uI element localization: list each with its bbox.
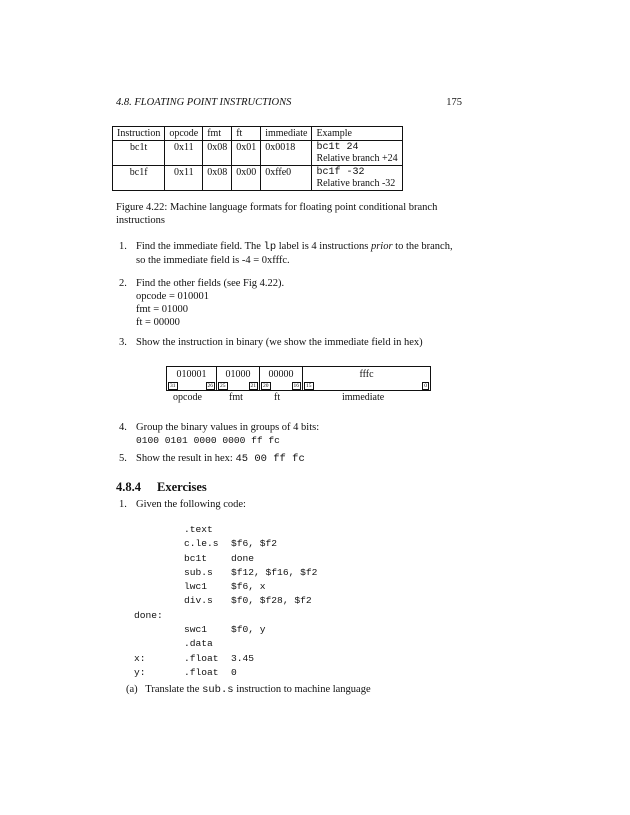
code-op: .text bbox=[184, 524, 213, 535]
code-op: .float bbox=[184, 652, 219, 664]
code-args: $f0, $f28, $f2 bbox=[231, 595, 312, 607]
text-line: ft = 00000 bbox=[136, 317, 180, 328]
branch-format-table bbox=[112, 126, 403, 191]
field-opcode bbox=[167, 367, 217, 390]
cell-example bbox=[312, 166, 402, 191]
bit-number: 21 bbox=[250, 383, 256, 389]
table-header-row bbox=[113, 127, 403, 141]
text-span: Show the result in hex: bbox=[136, 453, 236, 464]
field-fmt bbox=[217, 367, 260, 390]
step-4 bbox=[116, 421, 464, 447]
cell-immediate: 0xffe0 bbox=[261, 166, 312, 191]
field-value: 010001 bbox=[176, 369, 207, 380]
section-number: 4.8.4 bbox=[116, 480, 141, 494]
step-text bbox=[136, 277, 464, 329]
table-row bbox=[113, 141, 403, 166]
section-heading bbox=[116, 480, 207, 495]
col-instruction: Instruction bbox=[113, 127, 165, 141]
field-boxes bbox=[166, 366, 431, 391]
code-label: done: bbox=[134, 609, 163, 621]
example-code: bc1f -32 bbox=[316, 167, 365, 178]
code-op: lwc1 bbox=[184, 581, 208, 593]
item-number: (a) bbox=[126, 684, 138, 695]
exercise-1a bbox=[126, 684, 371, 696]
step-number: 4. bbox=[119, 422, 127, 433]
step-number: 5. bbox=[119, 453, 127, 464]
field-value: 00000 bbox=[268, 369, 294, 380]
col-example: Example bbox=[312, 127, 402, 141]
code-op: c.le.s bbox=[184, 538, 219, 550]
step-text: Show the instruction in binary (we show the immediate field in hex) bbox=[136, 337, 423, 348]
field-value: 01000 bbox=[225, 369, 251, 380]
col-fmt: fmt bbox=[203, 127, 232, 141]
step-3 bbox=[116, 336, 464, 349]
bit-number: 26 bbox=[207, 383, 213, 389]
field-name: opcode bbox=[173, 392, 202, 403]
code-op: swc1 bbox=[184, 624, 208, 636]
emphasis: prior bbox=[370, 241, 393, 252]
inline-code: 0100 0101 0000 0000 ff fc bbox=[136, 435, 280, 446]
bit-number: 15 bbox=[306, 383, 312, 389]
text-line: opcode = 010001 bbox=[136, 291, 209, 302]
field-name: fmt bbox=[229, 392, 243, 403]
bit-number: 25 bbox=[220, 383, 226, 389]
bit-number: 0 bbox=[424, 383, 427, 389]
code-args: $f12, $f16, $f2 bbox=[231, 566, 318, 578]
text-span: Translate the bbox=[145, 684, 203, 695]
code-args: done bbox=[231, 552, 255, 564]
text-line: Group the binary values in groups of 4 bits: bbox=[136, 422, 320, 433]
field-ft bbox=[260, 367, 303, 390]
col-immediate: immediate bbox=[261, 127, 312, 141]
instruction-format-diagram bbox=[166, 366, 432, 406]
bit-number: 20 bbox=[263, 383, 269, 389]
cell-instruction: bc1t bbox=[113, 141, 165, 166]
text-span: to the branch, so the immediate field is -4 = 0xfffc. bbox=[136, 241, 453, 266]
page-number: 175 bbox=[446, 97, 462, 108]
field-name: ft bbox=[274, 392, 281, 403]
cell-fmt: 0x08 bbox=[203, 166, 232, 191]
field-name: immediate bbox=[342, 392, 385, 403]
code-op: sub.s bbox=[184, 566, 213, 578]
running-header bbox=[116, 97, 462, 108]
code-label: x: bbox=[134, 652, 146, 664]
col-ft: ft bbox=[232, 127, 261, 141]
example-note: Relative branch -32 bbox=[316, 178, 396, 189]
cell-ft: 0x01 bbox=[232, 141, 261, 166]
code-op: .float bbox=[184, 666, 219, 678]
step-1 bbox=[116, 240, 464, 267]
step-number: 1. bbox=[119, 241, 127, 252]
inline-code: lp bbox=[263, 241, 277, 253]
example-code: bc1t 24 bbox=[316, 142, 359, 153]
section-title: Exercises bbox=[157, 480, 207, 494]
step-5 bbox=[116, 452, 464, 466]
text-span: label is 4 instructions bbox=[276, 241, 371, 252]
code-op: .data bbox=[184, 638, 213, 650]
code-op: bc1t bbox=[184, 552, 208, 564]
cell-ft: 0x00 bbox=[232, 166, 261, 191]
code-args: $f6, x bbox=[231, 581, 266, 593]
cell-opcode: 0x11 bbox=[165, 141, 203, 166]
cell-example bbox=[312, 141, 402, 166]
bit-number: 31 bbox=[170, 383, 176, 389]
code-op: div.s bbox=[184, 595, 213, 607]
bit-number: 16 bbox=[293, 383, 299, 389]
code-args: 0 bbox=[231, 666, 237, 678]
cell-opcode: 0x11 bbox=[165, 166, 203, 191]
text-span: instruction to machine language bbox=[233, 684, 371, 695]
step-2 bbox=[116, 277, 464, 329]
field-value: fffc bbox=[359, 369, 374, 380]
example-note: Relative branch +24 bbox=[316, 153, 398, 164]
cell-fmt: 0x08 bbox=[203, 141, 232, 166]
cell-instruction: bc1f bbox=[113, 166, 165, 191]
field-immediate bbox=[303, 367, 430, 390]
code-label: y: bbox=[134, 666, 146, 678]
text-line: Find the other fields (see Fig 4.22). bbox=[136, 278, 285, 289]
inline-code: 45 00 ff fc bbox=[235, 453, 305, 465]
code-args: $f0, y bbox=[231, 624, 266, 636]
header-section: 4.8. FLOATING POINT INSTRUCTIONS bbox=[116, 97, 292, 108]
item-text: Given the following code: bbox=[136, 499, 246, 510]
inline-code: sub.s bbox=[202, 684, 234, 696]
figure-caption: Figure 4.22: Machine language formats for floating point conditional branch instructions bbox=[116, 202, 438, 226]
text-line: fmt = 01000 bbox=[136, 304, 189, 315]
step-text bbox=[136, 240, 464, 267]
code-args: $f6, $f2 bbox=[231, 538, 278, 550]
item-number: 1. bbox=[119, 499, 127, 510]
cell-immediate: 0x0018 bbox=[261, 141, 312, 166]
step-number: 3. bbox=[119, 337, 127, 348]
col-opcode: opcode bbox=[165, 127, 203, 141]
text-span: Find the immediate field. The bbox=[136, 241, 264, 252]
step-number: 2. bbox=[119, 278, 127, 289]
step-text bbox=[136, 421, 464, 447]
step-text bbox=[136, 452, 464, 466]
code-args: 3.45 bbox=[231, 652, 255, 664]
table-row bbox=[113, 166, 403, 191]
